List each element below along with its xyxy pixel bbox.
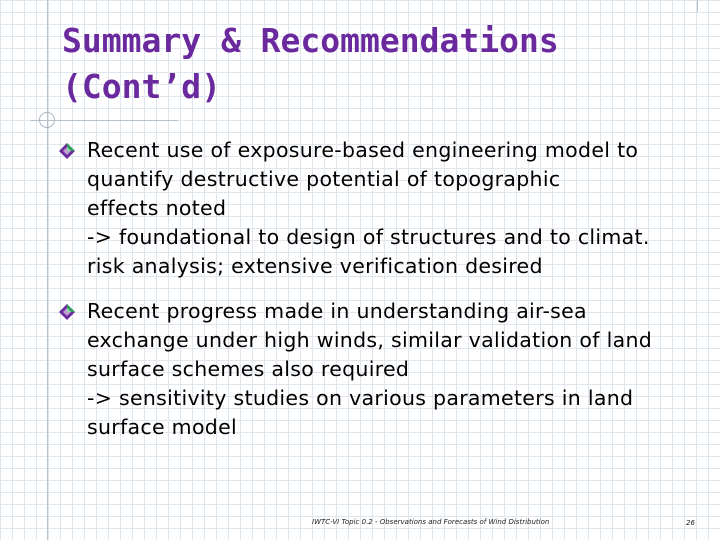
bullet-2-line-3: surface schemes also required bbox=[87, 357, 410, 381]
slide-title bbox=[62, 18, 702, 110]
slide-footer: IWTC-VI Topic 0.2 - Observations and Forecasts of Wind Distribution bbox=[312, 518, 550, 526]
diamond-bullet-icon bbox=[58, 303, 76, 321]
title-line-2: (Cont’d) bbox=[62, 67, 221, 106]
bullet-1-line-3: effects noted bbox=[87, 196, 227, 220]
corner-tick bbox=[697, 0, 698, 12]
bullet-1-line-4: -> foundational to design of structures and to climat. bbox=[87, 225, 650, 249]
bullet-list bbox=[58, 136, 698, 458]
title-line-1: Summary & Recommendations bbox=[62, 21, 559, 60]
page-number: 26 bbox=[686, 519, 695, 527]
rule-circle-ornament bbox=[39, 112, 55, 128]
bullet-1-line-2: quantify destructive potential of topographic bbox=[87, 167, 561, 191]
vertical-rule bbox=[47, 0, 48, 540]
bullet-item bbox=[58, 136, 698, 281]
bullet-2-line-2: exchange under high winds, similar validation of land bbox=[87, 328, 653, 352]
bullet-1-line-5: risk analysis; extensive verification desired bbox=[87, 254, 543, 278]
bullet-1-line-1: Recent use of exposure-based engineering model to bbox=[87, 138, 639, 162]
bullet-2-line-5: surface model bbox=[87, 415, 238, 439]
bullet-2-line-1: Recent progress made in understanding air-sea bbox=[87, 299, 587, 323]
diamond-bullet-icon bbox=[58, 142, 76, 160]
bullet-2-line-4: -> sensitivity studies on various parameters in land bbox=[87, 386, 634, 410]
bullet-item bbox=[58, 297, 698, 442]
